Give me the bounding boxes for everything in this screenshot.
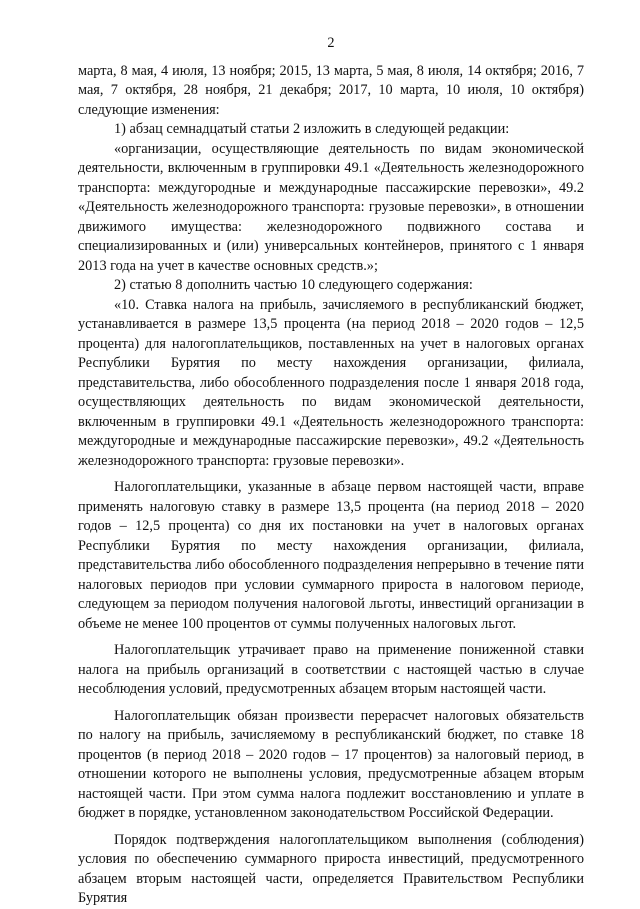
paragraph-item-2: 2) статью 8 дополнить частью 10 следующего содержания: xyxy=(114,277,473,293)
paragraph-taxpayers: Налогоплательщики, указанные в абзаце первом настоящей части, вправе применять налоговую ставку в размере 13,5 процента (на период 2018 – 2020 годов – 12,5 процента) со дня их постановки на учет в налоговых органах Республики Бурятия по месту нахождения организации, филиала, представительства либо обособленного подразделения непрерывно в течение пяти налоговых периодов при условии суммарного прироста в налоговом периоде, следующем за периодом получения налоговой льготы, инвестиций организации в объеме не менее 100 процентов от суммы полученных налоговых льгот. xyxy=(78,479,584,632)
paragraph-recalculation: Налогоплательщик обязан произвести перерасчет налоговых обязательств по налогу на прибыль, зачисляемому в республиканский бюджет, по ставке 18 процентов (в период 2018 – 2020 годов – 17 процентов) за налоговый период, в отношении которого не выполнены условия, предусмотренные абзацем вторым настоящей части. При этом сумма налога подлежит восстановлению и уплате в бюджет в порядке, установленном законодательством Российской Федерации. xyxy=(78,707,584,821)
page-number: 2 xyxy=(327,35,335,51)
paragraph-confirmation-procedure: Порядок подтверждения налогоплательщиком выполнения (соблюдения) условия по обеспечению суммарного прироста инвестиций, предусмотренного абзацем вторым настоящей части, определяется Правительством Республики Бурятия xyxy=(78,831,584,906)
paragraph-loss-of-right: Налогоплательщик утрачивает право на применение пониженной ставки налога на прибыль организаций в соответствии с настоящей частью в случае несоблюдения условий, предусмотренных абзацем вторым настоящей части. xyxy=(78,642,584,697)
paragraph-continuation: марта, 8 мая, 4 июля, 13 ноября; 2015, 13 марта, 5 мая, 8 июля, 14 октября; 2016, 7 мая, 7 октября, 28 ноября, 21 декабря; 2017, 10 марта, 10 июля, 10 октября) следующие изменения: xyxy=(78,62,584,118)
paragraph-item-1: 1) абзац семнадцатый статьи 2 изложить в следующей редакции: xyxy=(114,121,510,137)
paragraph-part-10: «10. Ставка налога на прибыль, зачисляемого в республиканский бюджет, устанавливается в размере 13,5 процента (на период 2018 – 2020 годов – 12,5 процента) для налогоплательщиков, поставленных на учет в налоговых органах Республики Бурятия по месту нахождения организации, филиала, представительства, либо обособленного подразделения после 1 января 2018 года, осуществляющих деятельность по видам экономической деятельности, включенным в группировки 49.1 «Деятельность железнодорожного транспорта: междугородные и международные пассажирские перевозки», 49.2 «Деятельность железнодорожного транспорта: грузовые перевозки». xyxy=(78,296,584,469)
document-page xyxy=(78,34,584,909)
paragraph-quote-organizations: «организации, осуществляющие деятельность по видам экономической деятельности, включенным в группировки 49.1 «Деятельность железнодорожного транспорта: междугородные и международные пассажирские перевозки», 49.2 «Деятельность железнодорожного транспорта: грузовые перевозки», в отношении движимого имущества: железнодорожного подвижного состава и специализированных и (или) универсальных контейнеров, принятого с 1 января 2013 года на учет в качестве основных средств.»; xyxy=(78,140,584,274)
